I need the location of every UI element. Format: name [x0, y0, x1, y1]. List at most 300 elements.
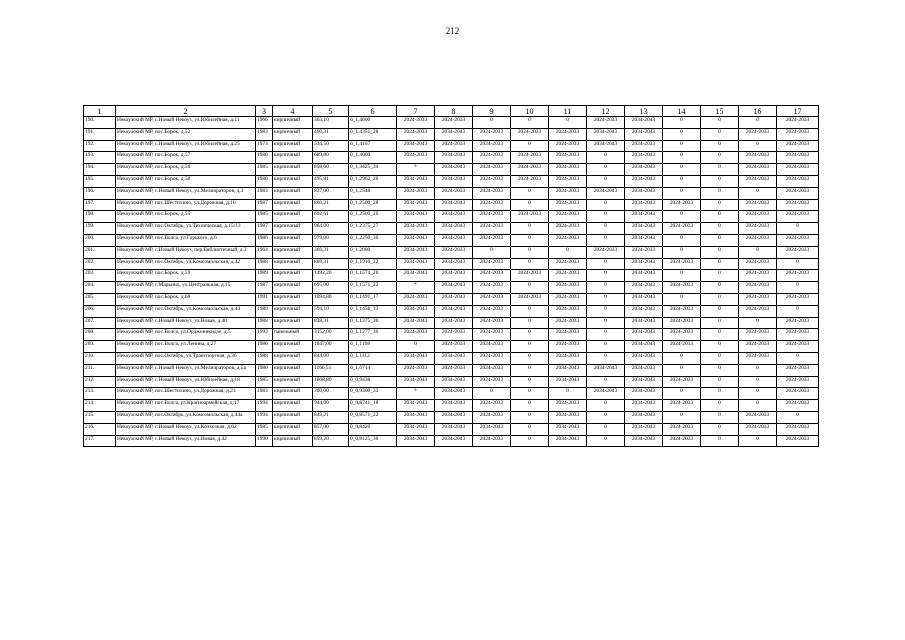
- table-cell: 2034-2043: [397, 376, 435, 388]
- table-cell: 2024-2033: [435, 341, 473, 353]
- column-header: 5: [313, 106, 349, 117]
- table-cell: 1973: [256, 140, 273, 152]
- table-cell: кирпичный: [273, 400, 313, 412]
- table-cell: *: [397, 164, 435, 176]
- address-cell: Некоузский МР, пос.Шестихино, ул.Дорожная, д.23: [116, 388, 256, 400]
- table-cell: кирпичный: [273, 341, 313, 353]
- table-cell: 2024-2033: [625, 140, 663, 152]
- table-cell: 0: [511, 258, 549, 270]
- table-cell: 0: [701, 423, 739, 435]
- table-cell: 2024-2033: [777, 117, 819, 129]
- table-cell: 0_1,1277_36: [349, 329, 397, 341]
- table-cell: 0: [663, 388, 701, 400]
- table-cell: 0: [701, 117, 739, 129]
- table-cell: 2024-2033: [549, 140, 587, 152]
- table-row: [84, 223, 819, 235]
- table-cell: 2024-2033: [473, 128, 511, 140]
- table-cell: 2024-2033: [435, 140, 473, 152]
- table-cell: 0: [701, 164, 739, 176]
- table-cell: 0: [511, 400, 549, 412]
- table-cell: 0: [587, 376, 625, 388]
- table-cell: кирпичный: [273, 423, 313, 435]
- table-cell: 0: [587, 211, 625, 223]
- address-cell: Некоузский МР, с.Новый Некоуз, ул.Юбилейная, д.18: [116, 376, 256, 388]
- table-cell: 2034-2043: [435, 199, 473, 211]
- table-cell: 2034-2043: [625, 258, 663, 270]
- table-cell: 2024-2033: [473, 234, 511, 246]
- table-cell: 2024-2033: [777, 435, 819, 447]
- table-cell: 1964: [256, 246, 273, 258]
- table-cell: 0: [701, 411, 739, 423]
- table-cell: 594,10: [313, 305, 349, 317]
- table-cell: 209.: [84, 341, 116, 353]
- table-cell: 0: [701, 388, 739, 400]
- table-cell: 0: [511, 376, 549, 388]
- table-cell: 2024-2033: [397, 329, 435, 341]
- table-cell: 2034-2043: [397, 246, 435, 258]
- table-cell: 369,31: [313, 246, 349, 258]
- address-cell: Некоузский МР, с.Новый Некоуз, ул.Мелиораторов, д.5а: [116, 364, 256, 376]
- table-row: [84, 187, 819, 199]
- table-cell: 2034-2043: [625, 282, 663, 294]
- table-cell: 2034-2043: [625, 128, 663, 140]
- page-number: 212: [445, 26, 460, 36]
- table-cell: 2034-2043: [587, 388, 625, 400]
- table-cell: 2034-2043: [397, 305, 435, 317]
- address-cell: Некоузский МР, пос.Октябрь, ул.Техническая, д.15/13: [116, 223, 256, 235]
- table-cell: 2024-2033: [473, 187, 511, 199]
- table-row: [84, 305, 819, 317]
- table-cell: 2024-2033: [549, 305, 587, 317]
- table-cell: 2024-2033: [397, 293, 435, 305]
- table-cell: 1492,20: [313, 270, 349, 282]
- table-cell: 0: [701, 435, 739, 447]
- table-cell: 0: [701, 234, 739, 246]
- table-cell: 2024-2033: [473, 258, 511, 270]
- table-cell: 0: [739, 140, 777, 152]
- table-cell: 0_1,2500_26: [349, 211, 397, 223]
- table-cell: 2034-2043: [397, 411, 435, 423]
- table-cell: 2024-2033: [473, 317, 511, 329]
- table-cell: 2034-2043: [549, 423, 587, 435]
- table-cell: 0: [739, 400, 777, 412]
- table-cell: 2024-2033: [511, 175, 549, 187]
- address-cell: Некоузский МР, пос.Волга, ул.Красноармейская, д.17: [116, 400, 256, 412]
- table-cell: 2024-2033: [663, 376, 701, 388]
- table-row: [84, 211, 819, 223]
- table-cell: 2034-2043: [625, 270, 663, 282]
- table-cell: 2024-2033: [663, 435, 701, 447]
- table-cell: 0: [511, 364, 549, 376]
- table-cell: 0: [663, 246, 701, 258]
- table-cell: 212.: [84, 376, 116, 388]
- table-cell: 0_1,2250_36: [349, 234, 397, 246]
- table-cell: 2034-2043: [435, 152, 473, 164]
- table-cell: 2024-2033: [739, 128, 777, 140]
- table-cell: 2024-2033: [739, 423, 777, 435]
- table-cell: 194.: [84, 164, 116, 176]
- table-cell: 0: [397, 341, 435, 353]
- table-cell: кирпичный: [273, 317, 313, 329]
- table-cell: кирпичный: [273, 128, 313, 140]
- table-cell: 0: [701, 293, 739, 305]
- address-cell: Некоузский МР, с.Новый Некоуз, ул.Новая, д.40: [116, 317, 256, 329]
- table-cell: 0_0,8426: [349, 423, 397, 435]
- table-cell: 0_1,2548: [349, 187, 397, 199]
- column-header: 1: [84, 106, 116, 117]
- table-cell: 0_1,1571_22: [349, 282, 397, 294]
- table-cell: 2024-2033: [511, 128, 549, 140]
- table-cell: 2024-2033: [549, 128, 587, 140]
- table-cell: 0: [511, 282, 549, 294]
- table-cell: 1990: [256, 435, 273, 447]
- table-row: [84, 152, 819, 164]
- table-cell: 860,21: [313, 199, 349, 211]
- table-cell: кирпичный: [273, 211, 313, 223]
- table-cell: 2034-2043: [435, 423, 473, 435]
- table-cell: 2034-2043: [625, 199, 663, 211]
- address-cell: Некоузский МР, пос.Борок, д.56: [116, 164, 256, 176]
- table-cell: 0: [701, 400, 739, 412]
- table-cell: 206.: [84, 305, 116, 317]
- table-cell: 2024-2033: [777, 388, 819, 400]
- table-cell: 0: [663, 187, 701, 199]
- table-cell: 1983: [256, 128, 273, 140]
- table-cell: 2034-2043: [435, 282, 473, 294]
- table-cell: 0_0,8125_36: [349, 435, 397, 447]
- table-row: [84, 140, 819, 152]
- table-cell: 0: [663, 128, 701, 140]
- table-cell: 0: [739, 317, 777, 329]
- table-cell: 2024-2033: [663, 400, 701, 412]
- table-cell: кирпичный: [273, 175, 313, 187]
- table-row: [84, 293, 819, 305]
- table-cell: 0_1,2000: [349, 246, 397, 258]
- table-cell: панельный: [273, 329, 313, 341]
- column-header: 11: [549, 106, 587, 117]
- table-cell: 2024-2033: [473, 175, 511, 187]
- column-header: 7: [397, 106, 435, 117]
- table-cell: 2034-2043: [625, 223, 663, 235]
- table-cell: кирпичный: [273, 270, 313, 282]
- table-cell: 1988: [256, 352, 273, 364]
- table-cell: 0_1,1112: [349, 352, 397, 364]
- table-cell: 979,00: [313, 234, 349, 246]
- table-cell: 0: [549, 388, 587, 400]
- table-cell: 2034-2043: [397, 400, 435, 412]
- table-cell: 2024-2033: [473, 411, 511, 423]
- table-cell: 2024-2033: [739, 282, 777, 294]
- table-cell: 2024-2033: [473, 364, 511, 376]
- table-cell: 0: [587, 293, 625, 305]
- table-cell: 2024-2033: [739, 293, 777, 305]
- table-cell: 2024-2033: [549, 211, 587, 223]
- table-cell: 2024-2033: [739, 305, 777, 317]
- table-cell: 2024-2033: [473, 140, 511, 152]
- table-cell: 215.: [84, 411, 116, 423]
- table-cell: 2024-2033: [663, 223, 701, 235]
- address-cell: Некоузский МР, пос.Борок, д.52: [116, 128, 256, 140]
- table-cell: 1989: [256, 270, 273, 282]
- table-cell: 1166,51: [313, 364, 349, 376]
- table-cell: 2024-2033: [549, 175, 587, 187]
- table-cell: 2024-2033: [739, 199, 777, 211]
- table-cell: 2024-2033: [473, 282, 511, 294]
- table-cell: 0: [511, 411, 549, 423]
- table-cell: 0: [701, 152, 739, 164]
- table-cell: 2024-2033: [397, 364, 435, 376]
- table-cell: 0: [701, 128, 739, 140]
- table-cell: 0: [587, 164, 625, 176]
- table-cell: 1991: [256, 293, 273, 305]
- table-cell: 0: [663, 140, 701, 152]
- table-cell: 2034-2043: [625, 234, 663, 246]
- table-cell: 2034-2043: [549, 435, 587, 447]
- table-cell: 2034-2043: [473, 423, 511, 435]
- address-cell: Некоузский МР, с.Новый Некоуз, ул.Юбилейная, д.11: [116, 117, 256, 129]
- table-cell: 1985: [256, 423, 273, 435]
- table-cell: 2024-2033: [435, 364, 473, 376]
- table-cell: 190.: [84, 117, 116, 129]
- table-cell: 0: [511, 435, 549, 447]
- table-cell: 2024-2033: [739, 152, 777, 164]
- table-cell: 534,50: [313, 140, 349, 152]
- table-cell: 0: [663, 293, 701, 305]
- table-cell: 2024-2033: [777, 211, 819, 223]
- table-cell: 2024-2033: [473, 211, 511, 223]
- table-cell: 2034-2043: [435, 211, 473, 223]
- table-cell: 1987: [256, 282, 273, 294]
- table-cell: 1986: [256, 175, 273, 187]
- table-cell: кирпичный: [273, 187, 313, 199]
- table-cell: 2024-2033: [549, 411, 587, 423]
- table-cell: 0: [701, 341, 739, 353]
- table-cell: 2034-2043: [587, 140, 625, 152]
- table-cell: 2024-2033: [777, 341, 819, 353]
- table-cell: 2034-2043: [625, 352, 663, 364]
- column-header: 12: [587, 106, 625, 117]
- table-cell: 0: [511, 246, 549, 258]
- table-cell: 2034-2043: [435, 411, 473, 423]
- table-row: [84, 117, 819, 129]
- table-cell: 2024-2033: [473, 270, 511, 282]
- table-cell: 0_1,4167: [349, 140, 397, 152]
- table-cell: 2034-2043: [625, 152, 663, 164]
- table-cell: 0: [701, 364, 739, 376]
- column-header: 16: [739, 106, 777, 117]
- table-cell: 2024-2033: [435, 329, 473, 341]
- table-cell: 2024-2033: [625, 246, 663, 258]
- table-cell: 0: [701, 270, 739, 282]
- table-cell: 216.: [84, 423, 116, 435]
- table-cell: 692,61: [313, 211, 349, 223]
- table-cell: 2024-2033: [777, 317, 819, 329]
- table-cell: 0: [777, 282, 819, 294]
- table-cell: 1986: [256, 341, 273, 353]
- table-cell: кирпичный: [273, 435, 313, 447]
- table-row: [84, 411, 819, 423]
- table-cell: 0: [663, 152, 701, 164]
- table-cell: 2024-2033: [397, 187, 435, 199]
- table-cell: 0: [739, 117, 777, 129]
- table-cell: 2024-2033: [511, 164, 549, 176]
- table-cell: 1985: [256, 376, 273, 388]
- table-cell: 2034-2043: [435, 164, 473, 176]
- table-cell: 0: [511, 234, 549, 246]
- table-cell: 0: [511, 388, 549, 400]
- table-cell: 2034-2043: [435, 305, 473, 317]
- table-cell: 0_1,1916_32: [349, 258, 397, 270]
- table-cell: 0: [473, 246, 511, 258]
- table-row: [84, 164, 819, 176]
- column-header: 17: [777, 106, 819, 117]
- table-cell: 199.: [84, 223, 116, 235]
- table-cell: 495,81: [313, 175, 349, 187]
- table-cell: 2024-2033: [777, 246, 819, 258]
- table-cell: 198.: [84, 211, 116, 223]
- table-cell: 1993: [256, 329, 273, 341]
- table-row: [84, 400, 819, 412]
- table-cell: 0: [473, 388, 511, 400]
- table-cell: 0: [663, 352, 701, 364]
- table-cell: 2024-2033: [777, 376, 819, 388]
- table-cell: 1985: [256, 211, 273, 223]
- table-cell: 2034-2043: [397, 199, 435, 211]
- table-cell: 0_1,1375_36: [349, 317, 397, 329]
- table-cell: 869,31: [313, 258, 349, 270]
- address-cell: Некоузский МР, пос.Шестихино, ул.Дорожная, д.16: [116, 199, 256, 211]
- table-cell: 0: [701, 376, 739, 388]
- table-cell: 0: [511, 305, 549, 317]
- table-cell: 1988: [256, 258, 273, 270]
- table-cell: 2024-2033: [777, 329, 819, 341]
- table-cell: 1989: [256, 305, 273, 317]
- table-cell: 0: [777, 223, 819, 235]
- address-cell: Некоузский МР, пос.Октябрь, ул.Транспортная, д.36: [116, 352, 256, 364]
- table-cell: 300,00: [313, 388, 349, 400]
- table-cell: 2034-2043: [587, 187, 625, 199]
- address-cell: Некоузский МР, пос.Октябрь, ул.Комсомольская, д.42: [116, 258, 256, 270]
- table-row: [84, 246, 819, 258]
- table-row: [84, 376, 819, 388]
- table-row: [84, 128, 819, 140]
- table-cell: 0: [549, 117, 587, 129]
- table-cell: 2024-2033: [625, 364, 663, 376]
- table-cell: кирпичный: [273, 388, 313, 400]
- table-cell: 2034-2043: [435, 376, 473, 388]
- table-cell: 2034-2043: [625, 329, 663, 341]
- table-cell: 0: [701, 352, 739, 364]
- table-cell: 2024-2033: [435, 246, 473, 258]
- table-cell: 2034-2043: [625, 435, 663, 447]
- address-cell: Некоузский МР, с.Новый Некоуз, ул.Новая, д.42: [116, 435, 256, 447]
- table-cell: 2024-2033: [549, 317, 587, 329]
- table-cell: 2024-2033: [549, 187, 587, 199]
- table-cell: 2034-2043: [435, 258, 473, 270]
- table-cell: 0: [587, 352, 625, 364]
- table-cell: 2024-2033: [473, 199, 511, 211]
- table-cell: 0: [511, 187, 549, 199]
- table-cell: 1983: [256, 388, 273, 400]
- table-cell: 0: [587, 199, 625, 211]
- table-cell: 2034-2043: [625, 423, 663, 435]
- table-cell: 2034-2043: [397, 258, 435, 270]
- table-cell: 2034-2043: [625, 187, 663, 199]
- table-cell: 0: [587, 270, 625, 282]
- table-cell: 1966: [256, 117, 273, 129]
- address-cell: Некоузский МР, с.Марьино, ул.Центральная, д.15: [116, 282, 256, 294]
- table-cell: 2024-2033: [549, 164, 587, 176]
- table-cell: 0: [701, 187, 739, 199]
- table-cell: 2034-2043: [625, 175, 663, 187]
- table-cell: 2024-2033: [549, 329, 587, 341]
- table-cell: 0: [587, 258, 625, 270]
- table-cell: 2024-2033: [511, 211, 549, 223]
- table-cell: 363,10: [313, 117, 349, 129]
- table-cell: *: [397, 282, 435, 294]
- table-cell: 0_0,9300_33: [349, 388, 397, 400]
- table-cell: 197.: [84, 199, 116, 211]
- address-cell: Некоузский МР, пос.Октябрь, ул.Комсомольская, д.44а: [116, 411, 256, 423]
- table-cell: 2024-2033: [739, 352, 777, 364]
- table-cell: 0: [777, 411, 819, 423]
- table-cell: 0_1,2500_28: [349, 199, 397, 211]
- table-cell: кирпичный: [273, 117, 313, 129]
- address-cell: Некоузский МР, с.Новый Некоуз, ул.Юбилейная, д.25: [116, 140, 256, 152]
- table-cell: 210.: [84, 352, 116, 364]
- table-cell: 0: [777, 305, 819, 317]
- table-cell: 203.: [84, 270, 116, 282]
- table-cell: 2024-2033: [511, 152, 549, 164]
- table-cell: 0: [587, 282, 625, 294]
- table-cell: 0: [701, 258, 739, 270]
- table-cell: 2034-2043: [625, 211, 663, 223]
- table-row: [84, 282, 819, 294]
- table-cell: 1988: [256, 317, 273, 329]
- table-cell: 2034-2043: [625, 388, 663, 400]
- table-cell: 0_1,4000: [349, 152, 397, 164]
- table-cell: кирпичный: [273, 140, 313, 152]
- table-cell: 2034-2043: [435, 400, 473, 412]
- table-row: [84, 364, 819, 376]
- table-cell: 2034-2043: [625, 117, 663, 129]
- table-cell: 2024-2033: [549, 152, 587, 164]
- table-cell: 2024-2033: [473, 329, 511, 341]
- table-cell: 207.: [84, 317, 116, 329]
- address-cell: Некоузский МР, пос.Волга, ул.Орджоникидзе, д.5: [116, 329, 256, 341]
- table-cell: кирпичный: [273, 152, 313, 164]
- table-cell: 2034-2043: [397, 175, 435, 187]
- table-cell: 0_1,1198: [349, 341, 397, 353]
- table-cell: 2024-2033: [397, 117, 435, 129]
- table-cell: 2034-2043: [625, 164, 663, 176]
- table-cell: 0: [587, 341, 625, 353]
- table-cell: 2024-2033: [739, 175, 777, 187]
- table-cell: 0: [701, 246, 739, 258]
- table-cell: 0: [511, 317, 549, 329]
- table-cell: кирпичный: [273, 305, 313, 317]
- table-cell: 202.: [84, 258, 116, 270]
- table-cell: 2024-2033: [473, 293, 511, 305]
- address-cell: Некоузский МР, с.Новый Некоуз, пер.Библиотечный, д.3: [116, 246, 256, 258]
- table-cell: 2024-2033: [739, 270, 777, 282]
- table-cell: 1985: [256, 164, 273, 176]
- table-cell: 2024-2033: [435, 117, 473, 129]
- table-cell: 2034-2043: [549, 364, 587, 376]
- table-cell: 490,31: [313, 128, 349, 140]
- table-cell: 0: [587, 329, 625, 341]
- table-cell: 2034-2043: [435, 293, 473, 305]
